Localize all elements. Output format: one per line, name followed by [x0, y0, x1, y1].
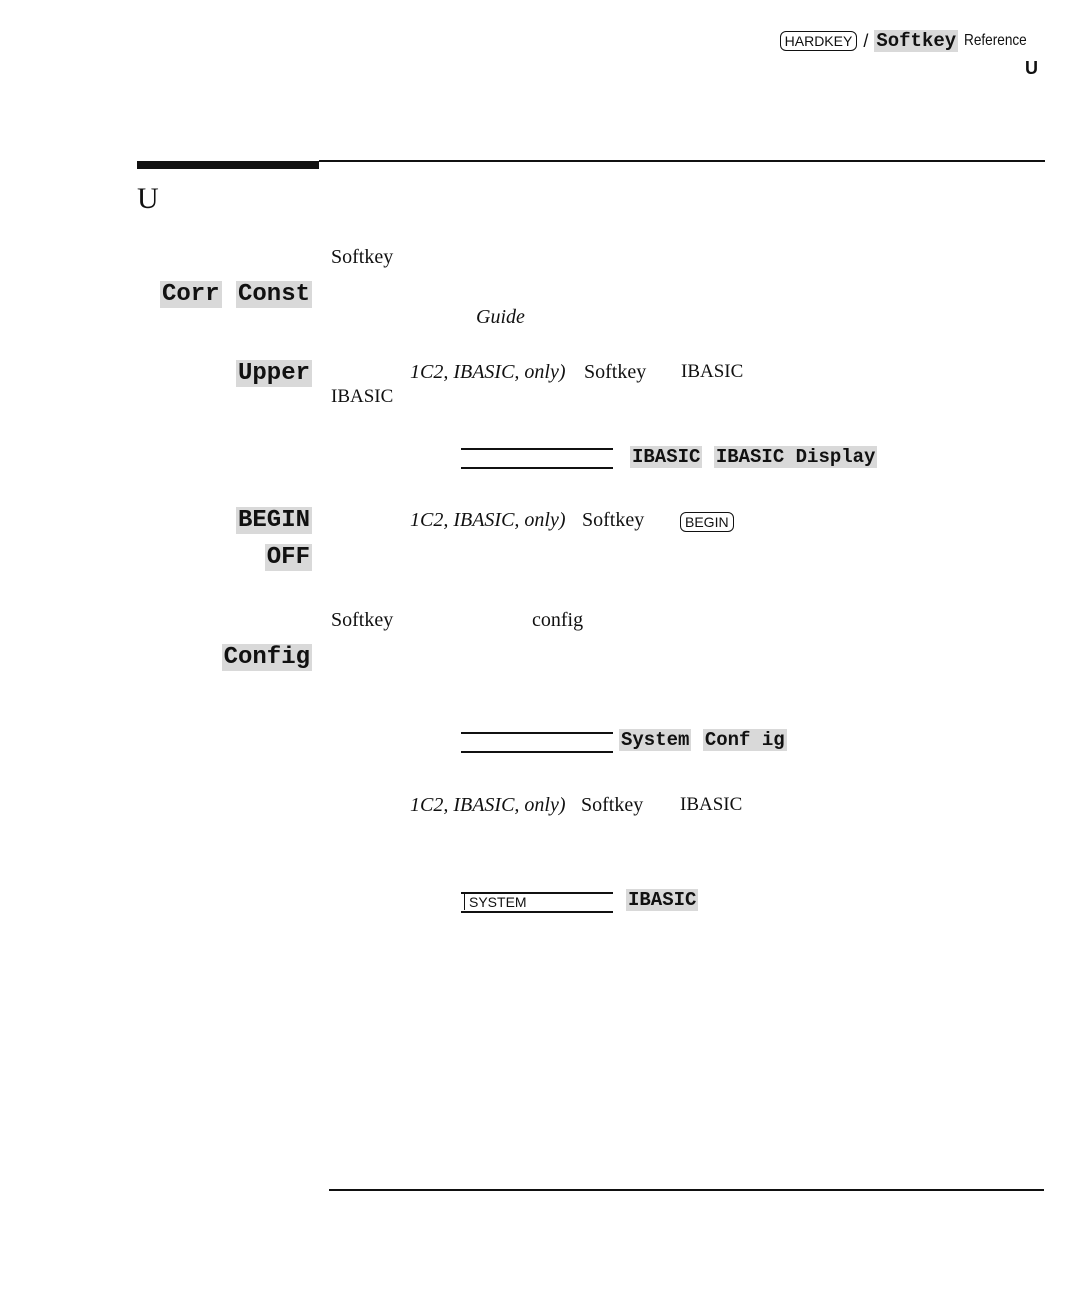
path3-system-key: [464, 894, 527, 910]
path3-ibasic: IBASIC: [628, 889, 697, 911]
header-section-letter: U: [1025, 58, 1038, 78]
config-softkey: Softkey: [331, 609, 394, 631]
upper-ibasic1: IBASIC: [681, 361, 744, 382]
entry1-softkey: Softkey: [331, 246, 394, 268]
path2-system: System: [621, 729, 690, 751]
header-reference: Reference: [964, 32, 1027, 49]
off-label: OFF: [266, 544, 310, 571]
e7-options: 1C2, IBASIC, only): [410, 794, 566, 816]
path1-softkeys: [630, 446, 877, 468]
begin-options: 1C2, IBASIC, only): [410, 509, 566, 531]
upper-label: Upper: [237, 360, 310, 387]
path2-softkeys: [619, 729, 787, 751]
path2-config: Conf ig: [704, 729, 785, 751]
section-letter: U: [137, 182, 159, 215]
begin-key: BEGIN: [680, 512, 734, 532]
upper-softkey: Softkey: [584, 361, 647, 383]
path1-rule-bottom: [461, 467, 613, 469]
path1-ibasic: IBASIC: [632, 446, 701, 468]
section-rule-thick: [137, 161, 319, 169]
bottom-rule: [329, 1189, 1044, 1191]
path2-rule-bottom: [461, 751, 613, 753]
corr-word: Corr: [161, 281, 220, 308]
path3-rule-bottom: [461, 911, 613, 913]
path2-rule-top: [461, 732, 613, 734]
path3-system-key-label: SYSTEM: [464, 894, 527, 910]
upper-ibasic2: IBASIC: [331, 386, 394, 407]
path1-ibasic-display: IBASIC Display: [715, 446, 876, 468]
upper-options: 1C2, IBASIC, only): [410, 361, 566, 383]
guide-text: Guide: [476, 306, 525, 328]
begin-label: BEGIN: [237, 507, 310, 534]
config-label: Config: [223, 644, 310, 671]
const-word: Const: [237, 281, 310, 308]
begin-softkey: Softkey: [582, 509, 645, 531]
section-rule-thin: [319, 160, 1045, 162]
e7-softkey: Softkey: [581, 794, 644, 816]
running-header: [780, 30, 1038, 52]
header-softkey: Softkey: [876, 30, 957, 52]
e7-ibasic: IBASIC: [680, 794, 743, 815]
corr-const-label: [160, 281, 312, 308]
header-slash: /: [863, 30, 869, 51]
config-word: config: [532, 609, 584, 631]
path1-rule-top: [461, 448, 613, 450]
hardkey-key: HARDKEY: [780, 31, 858, 51]
